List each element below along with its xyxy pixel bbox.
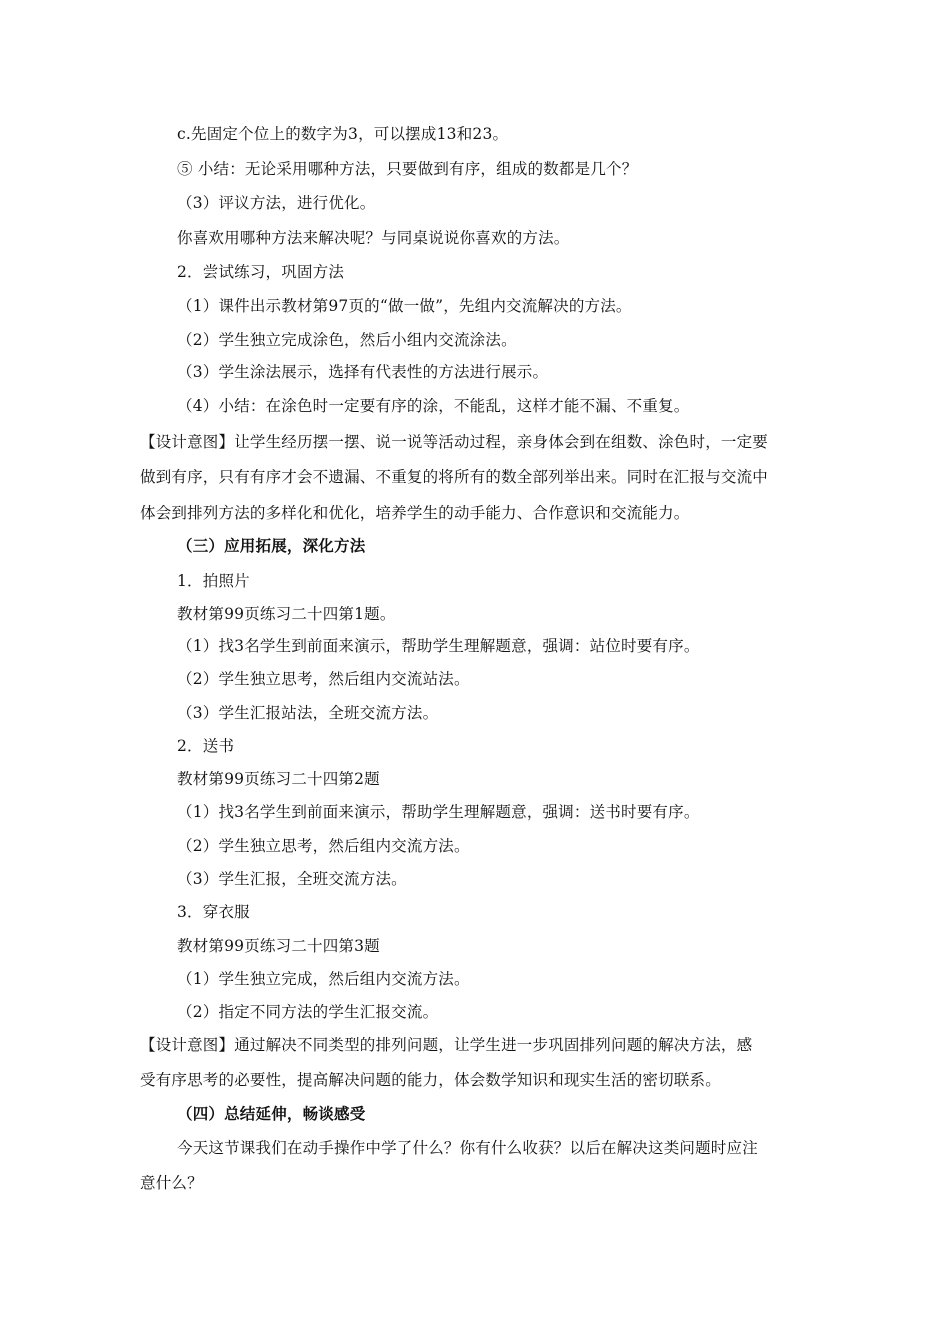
section-subheading: 1．拍照片 [177,572,250,590]
text-line: （1）课件出示教材第97页的“做一做”，先组内交流解决的方法。 [177,297,632,315]
design-intent-paragraph-line: 受有序思考的必要性，提高解决问题的能力，体会数学知识和现实生活的密切联系。 [140,1071,721,1089]
text-line: 教材第99页练习二十四第1题。 [177,605,396,623]
text-line: （3）学生涂法展示，选择有代表性的方法进行展示。 [177,363,549,381]
text-line: （1）找3名学生到前面来演示，帮助学生理解题意，强调：站位时要有序。 [177,637,700,655]
text-line: 今天这节课我们在动手操作中学了什么？你有什么收获？以后在解决这类问题时应注 [177,1139,758,1157]
text-line: 你喜欢用哪种方法来解决呢？与同桌说说你喜欢的方法。 [177,229,570,247]
text-line: 意什么？ [140,1174,203,1192]
design-intent-paragraph-line: 体会到排列方法的多样化和优化，培养学生的动手能力、合作意识和交流能力。 [140,504,690,522]
section-subheading: 3．穿衣服 [177,903,250,921]
text-line: （1）学生独立完成，然后组内交流方法。 [177,970,470,988]
text-line: （3）学生汇报，全班交流方法。 [177,870,407,888]
text-line: （2）学生独立思考，然后组内交流站法。 [177,670,470,688]
text-line: 教材第99页练习二十四第2题 [177,770,380,788]
design-intent-paragraph-line: 【设计意图】让学生经历摆一摆、说一说等活动过程，亲身体会到在组数、涂色时，一定要 [140,433,769,451]
section-heading: （三）应用拓展，深化方法 [177,536,366,555]
text-line: （2）学生独立完成涂色，然后小组内交流涂法。 [177,331,517,349]
text-line: ⑤ 小结：无论采用哪种方法，只要做到有序，组成的数都是几个？ [177,160,638,178]
design-intent-paragraph-line: 【设计意图】通过解决不同类型的排列问题，让学生进一步巩固排列问题的解决方法，感 [140,1036,753,1054]
text-line: （2）指定不同方法的学生汇报交流。 [177,1003,439,1021]
text-line: c.先固定个位上的数字为3，可以摆成13和23。 [177,125,509,143]
section-subheading: 2．尝试练习，巩固方法 [177,263,345,281]
text-line: （1）找3名学生到前面来演示，帮助学生理解题意，强调：送书时要有序。 [177,803,700,821]
section-subheading: 2．送书 [177,737,235,755]
design-intent-paragraph-line: 做到有序，只有有序才会不遗漏、不重复的将所有的数全部列举出来。同时在汇报与交流中 [140,468,769,486]
text-line: （3）学生汇报站法，全班交流方法。 [177,704,439,722]
text-line: 教材第99页练习二十四第3题 [177,937,380,955]
text-line: （4）小结：在涂色时一定要有序的涂，不能乱，这样才能不漏、不重复。 [177,397,690,415]
text-line: （3）评议方法，进行优化。 [177,194,376,212]
text-line: （2）学生独立思考，然后组内交流方法。 [177,837,470,855]
section-heading: （四）总结延伸，畅谈感受 [177,1104,366,1123]
